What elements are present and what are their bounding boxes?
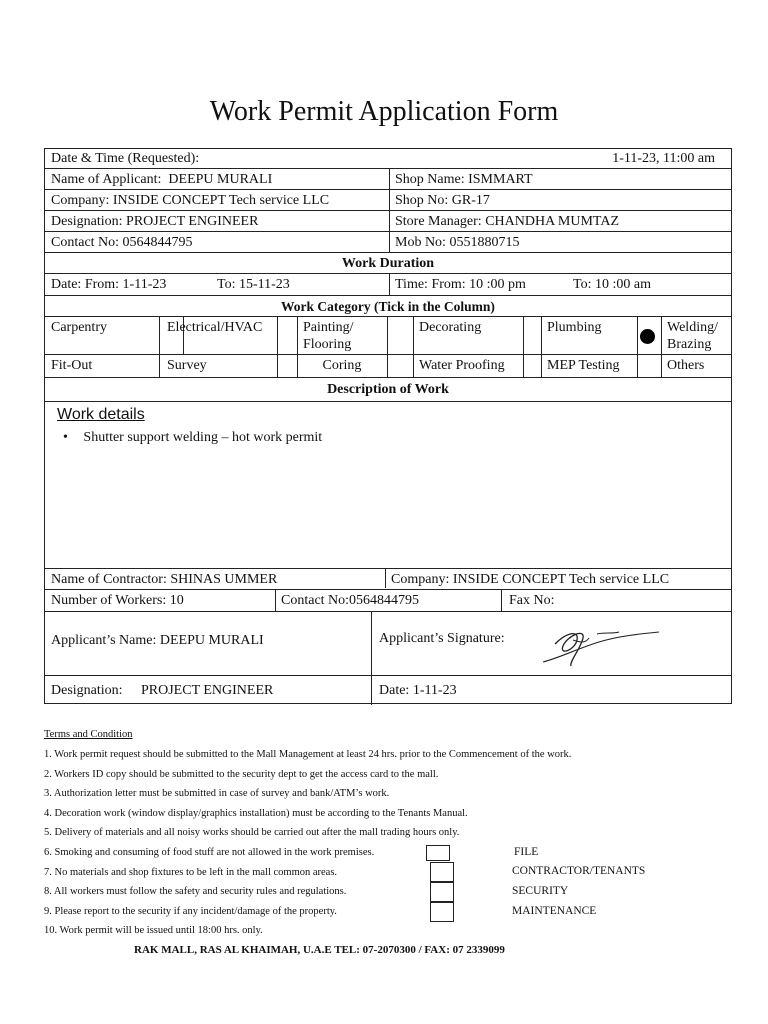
term-5: 5. Delivery of materials and all noisy works should be carried out after the mall trading hours only. xyxy=(44,827,460,838)
fax-no: Fax No: xyxy=(509,593,555,608)
contractor-name: Name of Contractor: SHINAS UMMER xyxy=(51,572,278,587)
duration-row xyxy=(45,273,731,295)
term-9: 9. Please report to the security if any incident/damage of the property. xyxy=(44,906,337,917)
applicant-name: Applicant’s Name: DEEPU MURALI xyxy=(51,633,264,648)
time-to: To: 10 :00 am xyxy=(573,277,651,292)
time-from: Time: From: 10 :00 pm xyxy=(395,277,526,292)
work-item: • Shutter support welding – hot work permit xyxy=(63,430,323,445)
date-from: Date: From: 1-11-23 xyxy=(51,277,167,292)
footer-address: RAK MALL, RAS AL KHAIMAH, U.A.E TEL: 07-2070300 / FAX: 07 2339099 xyxy=(134,944,505,956)
term-10: 10. Work permit will be issued until 18:00 hrs. only. xyxy=(44,925,263,936)
dist-file: FILE xyxy=(514,846,539,858)
term-6: 6. Smoking and consuming of food stuff are not allowed in the work premises. xyxy=(44,847,375,858)
category-fitout: Fit-Out xyxy=(51,358,93,373)
work-details-label: Work details xyxy=(57,406,145,423)
shop-name: Shop Name: ISMMART xyxy=(395,172,533,187)
designation-value: PROJECT ENGINEER xyxy=(141,683,274,698)
category-water-proofing: Water Proofing xyxy=(419,358,505,373)
dist-security: SECURITY xyxy=(512,885,569,897)
category-welding: Welding/ Brazing xyxy=(667,320,718,352)
signature-mark xyxy=(539,618,665,672)
term-7: 7. No materials and shop fixtures to be left in the mall common areas. xyxy=(44,867,338,878)
designation-row xyxy=(45,210,731,231)
applicant-row xyxy=(45,168,731,189)
category-decorating: Decorating xyxy=(419,320,482,335)
checkbox-security[interactable] xyxy=(430,882,454,902)
term-4: 4. Decoration work (window display/graphics installation) must be according to the Tenants Manual. xyxy=(44,808,468,819)
form-title: Work Permit Application Form xyxy=(209,96,559,127)
company: Company: INSIDE CONCEPT Tech service LLC xyxy=(51,193,330,208)
category-plumbing: Plumbing xyxy=(547,320,602,335)
description-heading: Description of Work xyxy=(327,382,449,397)
description-body xyxy=(45,401,731,568)
category-coring: Coring xyxy=(322,358,362,373)
dist-maintenance: MAINTENANCE xyxy=(512,905,597,917)
date-signed: Date: 1-11-23 xyxy=(379,683,457,698)
term-3: 3. Authorization letter must be submitted in case of survey and bank/ATM’s work. xyxy=(44,788,390,799)
checkbox-maintenance[interactable] xyxy=(430,902,454,922)
form-table xyxy=(44,148,732,704)
dist-contractor: CONTRACTOR/TENANTS xyxy=(512,865,646,877)
work-category-row xyxy=(45,295,731,316)
checkbox-contractor[interactable] xyxy=(430,862,454,882)
category-mep-testing: MEP Testing xyxy=(547,358,620,373)
designation-label: Designation: xyxy=(51,683,123,698)
term-1: 1. Work permit request should be submitted to the Mall Management at least 24 hrs. prior to the Commencement of the work. xyxy=(44,749,572,760)
mob: Mob No: 0551880715 xyxy=(395,235,520,250)
selected-tick-mark[interactable] xyxy=(640,329,655,344)
applicant-signature-label: Applicant’s Signature: xyxy=(379,631,505,646)
contractor-contact: Contact No:0564844795 xyxy=(281,593,420,608)
designation: Designation: PROJECT ENGINEER xyxy=(51,214,259,229)
request-value: 1-11-23, 11:00 am xyxy=(612,151,715,166)
workers-row xyxy=(45,589,731,611)
store-manager: Store Manager: CHANDHA MUMTAZ xyxy=(395,214,620,229)
term-8: 8. All workers must follow the safety and security rules and regulations. xyxy=(44,886,347,897)
contractor-company: Company: INSIDE CONCEPT Tech service LLC xyxy=(391,572,670,587)
work-duration-row xyxy=(45,252,731,273)
category-carpentry: Carpentry xyxy=(51,320,107,335)
bullet-icon: • xyxy=(63,430,68,445)
applicant-sign-row xyxy=(45,611,731,675)
term-2: 2. Workers ID copy should be submitted to the security dept to get the access card to the mall. xyxy=(44,769,439,780)
contact-row xyxy=(45,231,731,252)
category-painting: Painting/ Flooring xyxy=(303,320,354,352)
work-duration-heading: Work Duration xyxy=(341,256,435,271)
contact: Contact No: 0564844795 xyxy=(51,235,193,250)
sign-designation-row xyxy=(45,675,731,705)
workers-count: Number of Workers: 10 xyxy=(51,593,184,608)
work-category-heading: Work Category (Tick in the Column) xyxy=(281,299,495,314)
applicant-field: Name of Applicant: DEEPU MURALI xyxy=(51,172,273,187)
date-to: To: 15-11-23 xyxy=(217,277,290,292)
company-row xyxy=(45,189,731,210)
category-electrical: Electrical/HVAC xyxy=(167,320,263,335)
category-row-2 xyxy=(45,354,731,377)
category-others: Others xyxy=(667,358,705,373)
request-label: Date & Time (Requested): xyxy=(51,151,200,166)
category-survey: Survey xyxy=(167,358,207,373)
category-row-1 xyxy=(45,316,731,354)
contractor-row xyxy=(45,568,731,588)
checkbox-file[interactable] xyxy=(426,845,450,861)
request-row xyxy=(45,148,731,169)
terms-heading: Terms and Condition xyxy=(44,729,133,740)
description-row xyxy=(45,377,731,401)
shop-no: Shop No: GR-17 xyxy=(395,193,490,208)
